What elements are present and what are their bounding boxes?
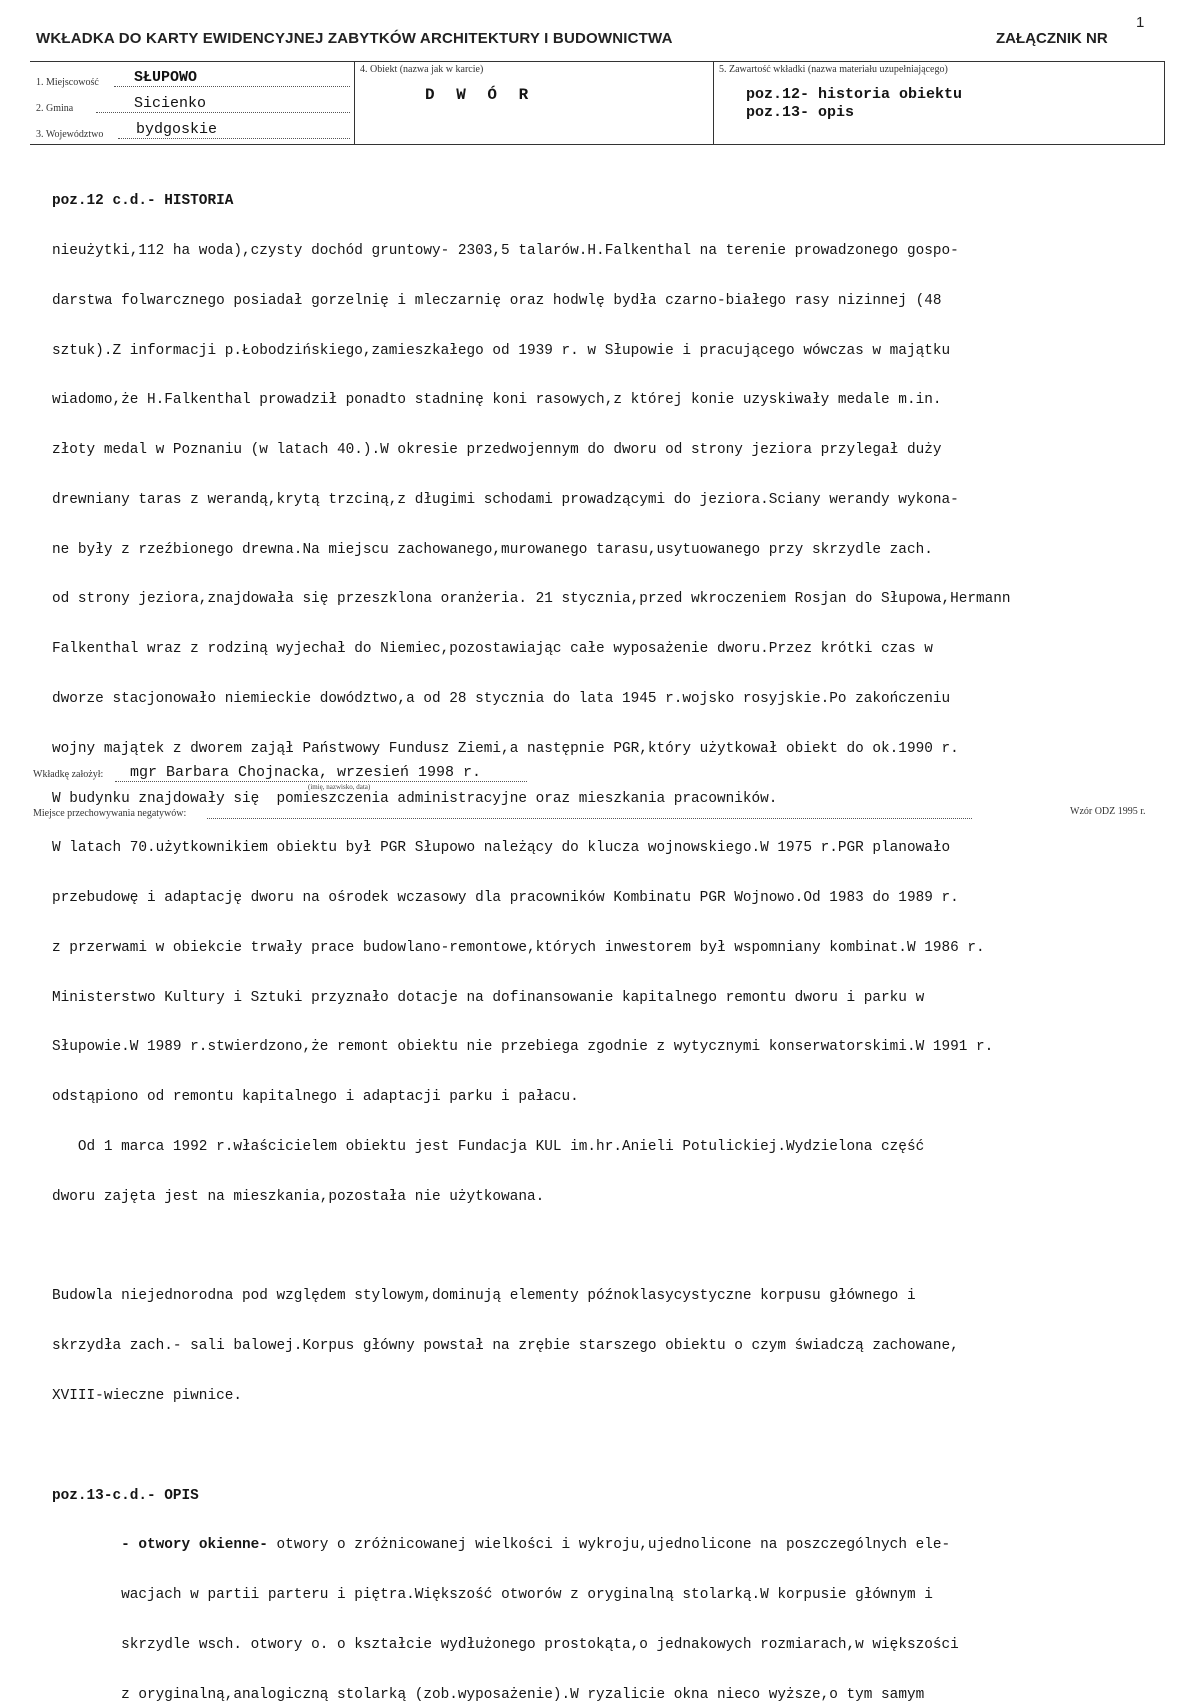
opis-text: skrzydle wsch. otwory o. o kształcie wydłużonego prostokąta,o jednakowych rozmiarach,w większości [121,1636,959,1653]
text-line: nieużytki,112 ha woda),czysty dochód gruntowy- 2303,5 talarów.H.Falkenthal na terenie prowadzonego gospo- [52,242,959,259]
text-line: złoty medal w Poznaniu (w latach 40.).W okresie przedwojennym do dworu od strony jeziora przylegał duży [52,442,942,459]
text-line [52,1637,1192,1654]
page-number: 1 [1136,14,1145,31]
divider-contents [713,62,714,144]
author-hint: (imię, nazwisko, data) [308,783,371,791]
contents-label: 5. Zawartość wkładki (nazwa materiału uzupełniającego) [719,64,948,75]
form-code: Wzór ODZ 1995 r. [1070,806,1146,817]
field-miejscowosc [36,70,352,88]
field-wojewodztwo [36,122,352,140]
text-line: przebudowę i adaptację dworu na ośrodek wczasowy dla pracowników Kombinatu PGR Wojnowo.Od 1983 do 1989 r. [52,890,959,907]
field-value: bydgoskie [136,121,218,138]
text-line: drewniany taras z werandą,krytą trzciną,z długimi schodami prowadzącymi do jeziora.Sciany werandy wykona- [52,491,959,508]
field-value: Sicienko [134,95,207,112]
text-line: darstwa folwarcznego posiadał gorzelnię i mleczarnię oraz hodwlę bydła czarno-białego rasy nizinnej (48 [52,292,942,309]
object-name: D W Ó R [425,86,535,104]
text-line [52,1587,1192,1604]
divider-object [354,62,355,144]
text-line: XVIII-wieczne piwnice. [52,1387,242,1404]
text-line: Falkenthal wraz z rodziną wyjechał do Niemiec,pozostawiając całe wyposażenie dworu.Przez krótki czas w [52,641,933,658]
field-label: 3. Województwo [36,129,104,140]
text-line: odstąpiono od remontu kapitalnego i adaptacji parku i pałacu. [52,1089,579,1106]
author-value: mgr Barbara Chojnacka, wrzesień 1998 r. [130,764,482,781]
text-line: dworze stacjonowało niemieckie dowództwo,a od 28 stycznia do lata 1945 r.wojsko rosyjskie.Po zakończeniu [52,691,951,707]
dotted-line [114,86,350,87]
text-line [52,1687,1192,1702]
text-line: W latach 70.użytkownikiem obiektu był PGR Słupowo należący do klucza wojnowskiego.W 1975 r.PGR planowało [52,840,951,857]
negatives-dotted-line [207,818,972,819]
contents-line: poz.13- opis [746,104,855,121]
opis-lead: - otwory okienne- [121,1537,268,1554]
text-line: Budowla niejednorodna pod względem stylowym,dominują elementy późnoklasycystyczne korpusu głównego i [52,1288,916,1305]
author-dotted-line [115,781,527,782]
object-label: 4. Obiekt (nazwa jak w karcie) [360,64,484,75]
blank-line [52,1438,1192,1455]
annex-label: ZAŁĄCZNIK NR [996,30,1108,47]
author-label: Wkładkę założył: [33,769,104,780]
field-label: 2. Gmina [36,103,74,114]
text-line: skrzydła zach.- sali balowej.Korpus główny powstał na zrębie starszego obiektu o czym świadczą zachowane, [52,1338,959,1355]
text-line: wojny majątek z dworem zajął Państwowy Fundusz Ziemi,a następnie PGR,który użytkował obiekt do ok.1990 r. [52,740,959,757]
text-line [52,1537,1192,1554]
body-text [52,160,1192,1702]
text-line: wiadomo,że H.Falkenthal prowadził ponadto stadninę koni rasowych,z której konie uzyskiwały medale m.in. [52,392,942,409]
contents-line: poz.12- historia obiektu [746,86,963,103]
blank-line [52,1239,1192,1256]
negatives-label: Miejsce przechowywania negatywów: [33,808,187,819]
text-line: z przerwami w obiekcie trwały prace budowlano-remontowe,których inwestorem był wspomniany kombinat.W 1986 r. [52,939,985,956]
text-line: dworu zajęta jest na mieszkania,pozostała nie użytkowana. [52,1188,545,1205]
text-line: W budynku znajdowały się pomieszczenia administracyjne oraz mieszkania pracowników. [52,790,778,807]
opis-text: z oryginalną,analogiczną stolarką (zob.wyposażenie).W ryzalicie okna nieco wyższe,o tym samym [121,1686,925,1702]
dotted-line [118,138,350,139]
field-gmina [36,96,352,114]
opis-text: wacjach w partii parteru i piętra.Większość otworów z oryginalną stolarką.W korpusie głównym i [121,1587,933,1604]
document-title: WKŁADKA DO KARTY EWIDENCYJNEJ ZABYTKÓW ARCHITEKTURY I BUDOWNICTWA [36,30,673,47]
heading-opis: poz.13-c.d.- OPIS [52,1487,199,1504]
opis-text: otwory o zróżnicowanej wielkości i wykroju,ujednolicone na poszczególnych ele- [267,1537,951,1554]
text-line: ne były z rzeźbionego drewna.Na miejscu zachowanego,murowanego tarasu,usytuowanego przy skrzydle zach. [52,541,933,558]
heading-history: poz.12 c.d.- HISTORIA [52,193,234,210]
field-label: 1. Miejscowość [36,77,99,88]
text-line: sztuk).Z informacji p.Łobodzińskiego,zamieszkałego od 1939 r. w Słupowie i pracującego wówczas w majątku [52,342,951,359]
text-line: Słupowie.W 1989 r.stwierdzono,że remont obiektu nie przebiega zgodnie z wytycznymi konserwatorskimi.W 1991 r. [52,1039,994,1056]
text-line: od strony jeziora,znajdowała się przeszklona oranżeria. 21 stycznia,przed wkroczeniem Rosjan do Słupowa,Hermann [52,591,1011,608]
text-line: Ministerstwo Kultury i Sztuki przyznało dotacje na dofinansowanie kapitalnego remontu dworu i parku w [52,989,925,1006]
field-value: SŁUPOWO [134,69,198,86]
text-line: Od 1 marca 1992 r.właścicielem obiektu jest Fundacja KUL im.hr.Anieli Potulickiej.Wydzielona część [52,1139,925,1156]
dotted-line [96,112,350,113]
